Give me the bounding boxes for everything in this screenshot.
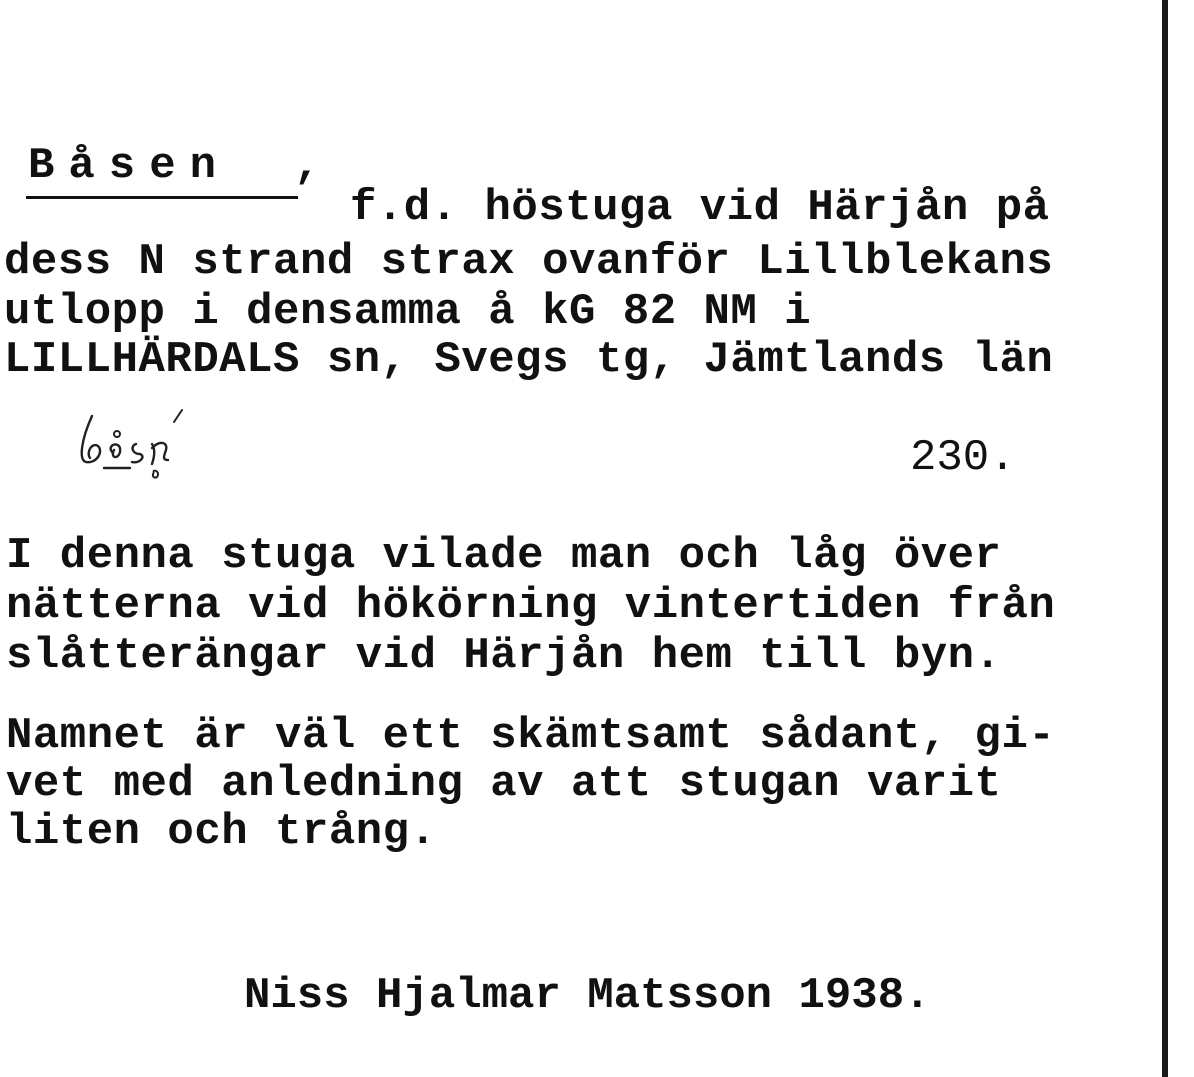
signature: Niss Hjalmar Matsson 1938. xyxy=(244,971,931,1021)
card-number: 230. xyxy=(910,433,1016,483)
paragraph2-line-2: vet med anledning av att stugan varit xyxy=(6,759,1002,809)
intro-line-2: dess N strand strax ovanför Lillblekans xyxy=(4,237,1054,287)
intro-line-4: LILLHÄRDALS sn, Svegs tg, Jämtlands län xyxy=(4,335,1054,385)
paragraph2-line-3: liten och trång. xyxy=(6,807,437,857)
intro-line-1: f.d. höstuga vid Härjån på xyxy=(350,183,1050,233)
card-edge-line xyxy=(1162,0,1168,1077)
intro-line-3: utlopp i densamma å kG 82 NM i xyxy=(4,287,812,337)
handwritten-pronunciation xyxy=(70,398,220,488)
headword-comma: , xyxy=(294,141,321,191)
handwritten-pronunciation-drawing xyxy=(70,398,220,488)
paragraph2-line-1: Namnet är väl ett skämtsamt sådant, gi- xyxy=(6,711,1056,761)
headword-underline xyxy=(26,196,298,199)
paragraph1-line-3: slåtterängar vid Härjån hem till byn. xyxy=(6,631,1002,681)
paragraph1-line-2: nätterna vid hökörning vintertiden från xyxy=(6,581,1056,631)
paragraph1-line-1: I denna stuga vilade man och låg över xyxy=(6,531,1002,581)
headword: Båsen xyxy=(28,141,231,191)
